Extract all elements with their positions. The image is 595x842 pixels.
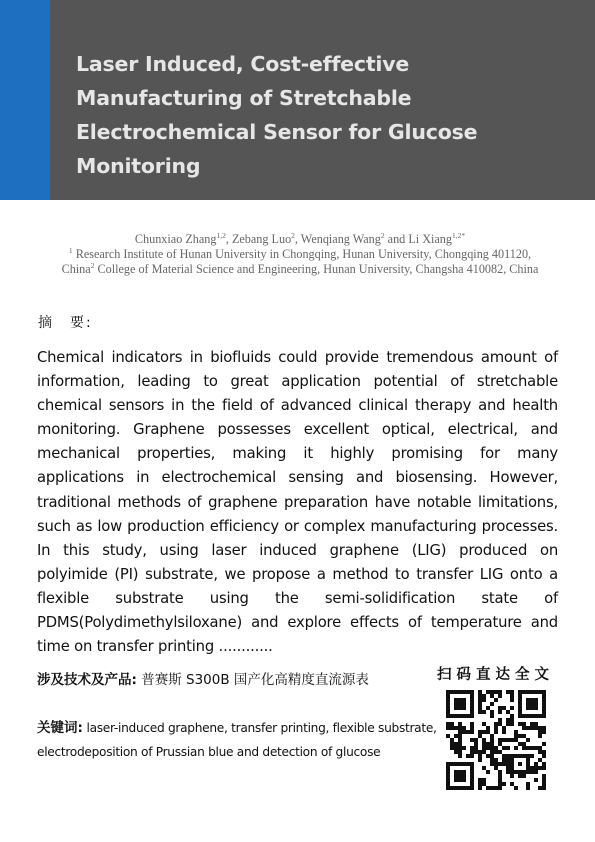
products-value: 普赛斯 S300B 国产化高精度直流源表 xyxy=(141,672,369,688)
paper-title: Laser Induced, Cost-effective Manufacturing of Stretchable Electrochemical Sensor for Glucose Monitoring xyxy=(76,52,478,178)
qr-caption: 扫码直达全文 xyxy=(437,667,554,683)
affiliation-mark: 1 xyxy=(68,245,73,255)
banner-accent-bar xyxy=(0,0,50,200)
title-banner xyxy=(0,0,595,200)
author-block xyxy=(60,232,540,277)
keywords-label: 关键词: xyxy=(37,720,83,736)
author-affiliation-mark: 1,2* xyxy=(451,230,466,240)
abstract-text: Chemical indicators in biofluids could provide tremendous amount of information, leading to great application potential of stretchable chemical sensors in the field of advanced clinical therapy and health monitoring. Graphene possesses excellent optical, electrical, and mechanical properties, making it highly promising for many applications in electrochemical sensing and biosensing. However, traditional methods of graphene preparation have notable limitations, such as low production efficiency or complex manufacturing processes. In this study, using laser induced graphene (LIG) produced on polyimide (PI) substrate, we propose a method to transfer LIG onto a flexible substrate using the semi-solidification state of PDMS(Polydimethylsiloxane) and explore effects of temperature and time on transfer printing ............ xyxy=(37,349,558,656)
affiliation-mark: 2 xyxy=(90,260,95,270)
products-line xyxy=(37,668,369,688)
affiliation-1: Research Institute of Hunan University in Chongqing, Hunan University, Chongqing 401120, China xyxy=(61,247,532,276)
keywords-block xyxy=(37,716,447,764)
author-name: Wenqiang Wang xyxy=(300,232,381,246)
author-name: Li Xiang xyxy=(408,232,452,246)
abstract-heading: 摘 要: xyxy=(38,315,93,331)
qr-code-icon[interactable] xyxy=(446,690,546,790)
author-affiliation-mark: 2 xyxy=(380,230,385,240)
author-affiliation-mark: 2 xyxy=(291,230,295,240)
author-affiliation-mark: 1,2 xyxy=(216,230,226,240)
affiliation-2: College of Material Science and Engineering, Hunan University, Changsha 410082, China xyxy=(97,262,539,276)
author-name: Zebang Luo xyxy=(231,232,292,246)
author-list: Chunxiao Zhang$^{1,2}$, Zebang Luo$^2$, Wenqiang Wang$^2$ and Li Xiang$^{1,2*}$ xyxy=(134,230,466,246)
author-name: Chunxiao Zhang xyxy=(134,232,217,246)
products-label: 涉及技术及产品: xyxy=(37,672,137,688)
keywords-value: laser-induced graphene, transfer printing, flexible substrate, electrodeposition of Prussian blue and detection of glucose xyxy=(37,721,437,759)
affiliations xyxy=(60,247,540,277)
author-conjunction: and xyxy=(387,232,406,246)
